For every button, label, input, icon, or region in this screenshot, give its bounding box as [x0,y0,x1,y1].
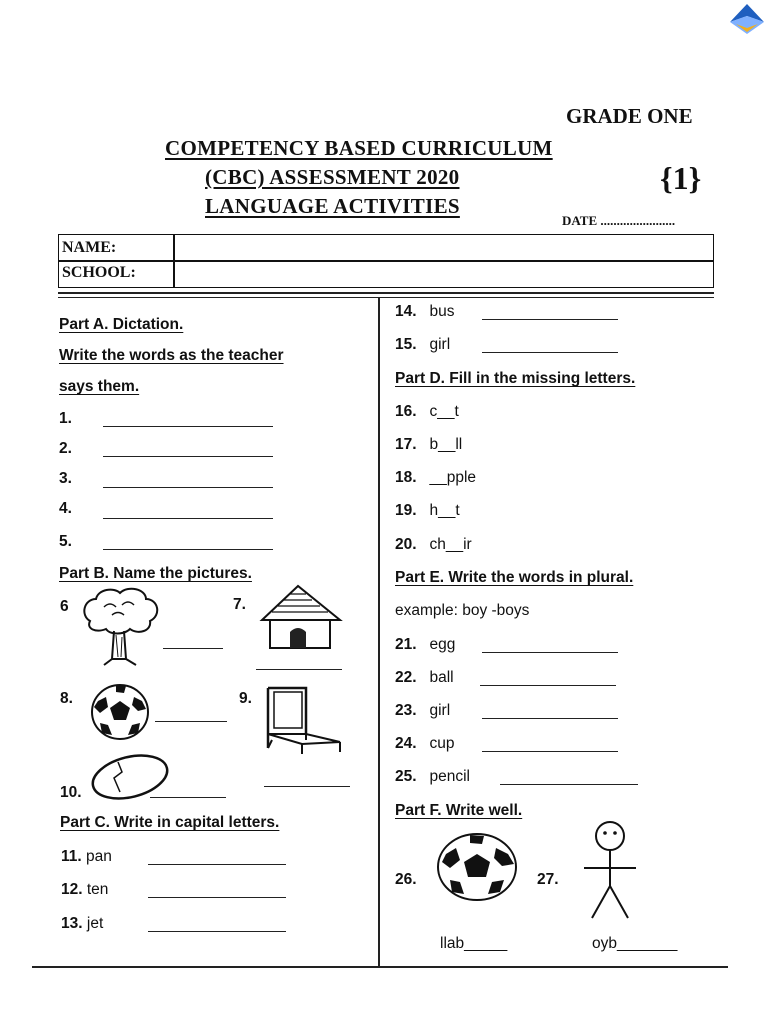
divider-top-2 [58,297,714,298]
answer-line-12[interactable] [148,897,286,898]
details-box [58,234,714,288]
partE-word-24: cup [429,735,455,752]
divider-top [58,292,714,294]
word-14: bus [429,303,455,320]
answer-line-13[interactable] [148,931,286,932]
answer-line-3[interactable] [103,487,273,488]
partD-num-20: 20. [395,536,417,553]
answer-line-9[interactable] [264,786,350,787]
partE-num-25: 25. [395,768,417,785]
school-label: SCHOOL: [62,264,136,281]
item-14 [395,303,454,321]
partD-num-18: 18. [395,469,417,486]
partE-word-25: pencil [429,768,470,785]
partB-item-9: 9. [239,690,252,707]
partB-item-10: 10. [60,784,82,801]
partB-heading: Part B. Name the pictures. [59,565,252,582]
answer-line-21[interactable] [482,652,618,653]
num-15: 15. [395,336,417,353]
partC-word-13: jet [86,915,104,932]
partD-num-19: 19. [395,502,417,519]
answer-line-15[interactable] [482,352,618,353]
partD-item-17 [395,436,462,454]
name-input[interactable] [177,237,707,258]
divider-bottom [32,966,728,968]
answer-line-4[interactable] [103,518,273,519]
answer-line-23[interactable] [482,718,618,719]
answer-line-2[interactable] [103,456,273,457]
answer-line-7[interactable] [256,669,342,670]
partE-heading: Part E. Write the words in plural. [395,569,634,586]
partA-item-3: 3. [59,470,72,487]
partD-word-16: c__t [429,403,459,420]
partB-item-7: 7. [233,596,246,613]
partF-jumbled-26[interactable]: llab_____ [440,935,508,952]
title-line-3: LANGUAGE ACTIVITIES [205,194,460,218]
partA-item-5: 5. [59,533,72,550]
answer-line-5[interactable] [103,549,273,550]
partA-instruction-1: Write the words as the teacher [59,347,284,364]
word-15: girl [429,336,451,353]
answer-line-11[interactable] [148,864,286,865]
title-line-1: COMPETENCY BASED CURRICULUM [165,136,553,160]
name-label: NAME: [62,239,117,256]
partE-word-23: girl [429,702,451,719]
partB-item-6: 6 [60,598,69,615]
school-input[interactable] [177,263,707,284]
answer-line-24[interactable] [482,751,618,752]
hut-icon [258,584,344,654]
answer-line-1[interactable] [103,426,273,427]
partC-item-12 [61,881,108,899]
partE-item-24 [395,735,454,753]
partD-word-19: h__t [429,502,460,519]
partE-num-24: 24. [395,735,417,752]
answer-line-22[interactable] [480,685,616,686]
partC-num-12: 12. [61,881,83,898]
partF-jumbled-27[interactable]: oyb_______ [592,935,678,952]
partE-word-22: ball [429,669,454,686]
num-14: 14. [395,303,417,320]
partA-item-1: 1. [59,410,72,427]
title-line-2: (CBC) ASSESSMENT 2020 [205,165,460,189]
partE-word-21: egg [429,636,456,653]
logo-icon [728,2,766,36]
partD-num-17: 17. [395,436,417,453]
partD-item-20 [395,536,472,554]
partF-num-27: 27. [537,871,559,888]
football-icon-large [436,832,518,902]
tree-icon [78,585,162,669]
partD-word-17: b__ll [429,436,463,453]
column-divider [378,298,380,966]
partA-item-2: 2. [59,440,72,457]
partA-heading: Part A. Dictation. [59,316,184,333]
paper-number: {1} [660,160,702,196]
date-field: DATE ....................... [562,213,676,228]
answer-line-25[interactable] [500,784,638,785]
partB-item-8: 8. [60,690,73,707]
partC-num-11: 11. [61,848,82,865]
stick-figure-icon [580,820,640,920]
partE-num-23: 23. [395,702,417,719]
partC-word-12: ten [86,881,109,898]
partD-item-18 [395,469,476,487]
item-15 [395,336,450,354]
partC-item-11 [61,848,112,866]
football-icon [90,683,150,741]
partD-word-18: __pple [429,469,477,486]
partA-instruction-2: says them. [59,378,140,395]
partF-heading: Part F. Write well. [395,802,523,819]
partC-item-13 [61,915,103,933]
partE-item-23 [395,702,450,720]
partC-heading: Part C. Write in capital letters. [60,814,280,831]
partF-num-26: 26. [395,871,417,888]
answer-line-10[interactable] [150,797,226,798]
chair-icon [262,684,346,756]
partE-item-22 [395,669,454,687]
answer-line-6[interactable] [163,648,223,649]
partD-word-20: ch__ir [429,536,472,553]
partD-item-19 [395,502,460,520]
partE-item-21 [395,636,455,654]
partD-heading: Part D. Fill in the missing letters. [395,370,636,387]
partC-word-11: pan [86,848,112,865]
answer-line-8[interactable] [155,721,227,722]
partC-num-13: 13. [61,915,83,932]
partE-example: example: boy -boys [395,602,530,619]
partD-item-16 [395,403,459,421]
partE-num-22: 22. [395,669,417,686]
partA-item-4: 4. [59,500,72,517]
egg-icon [88,752,172,802]
partE-num-21: 21. [395,636,417,653]
grade-label: GRADE ONE [566,104,693,128]
partE-item-25 [395,768,470,786]
answer-line-14[interactable] [482,319,618,320]
partD-num-16: 16. [395,403,417,420]
